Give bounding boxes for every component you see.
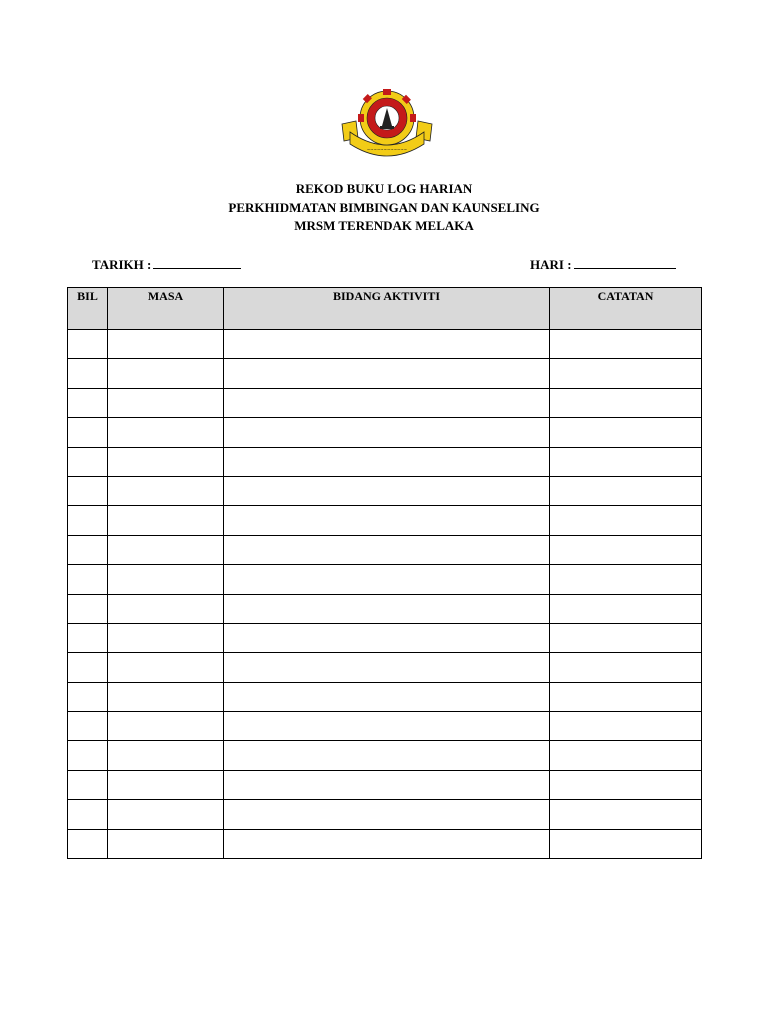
table-row: [68, 565, 702, 594]
cell-bil[interactable]: [68, 330, 108, 359]
cell-catatan[interactable]: [550, 770, 702, 799]
column-header-bidang-aktiviti: BIDANG AKTIVITI: [224, 288, 550, 330]
mrsm-crest-icon: [338, 88, 436, 162]
table-row: [68, 476, 702, 505]
cell-bidang-aktiviti[interactable]: [224, 565, 550, 594]
cell-masa[interactable]: [108, 594, 224, 623]
cell-bidang-aktiviti[interactable]: [224, 330, 550, 359]
cell-catatan[interactable]: [550, 594, 702, 623]
table-row: [68, 653, 702, 682]
cell-catatan[interactable]: [550, 712, 702, 741]
hari-blank-line[interactable]: [574, 256, 676, 269]
cell-bidang-aktiviti[interactable]: [224, 506, 550, 535]
table-row: [68, 623, 702, 652]
table-row: [68, 506, 702, 535]
title-line-1: REKOD BUKU LOG HARIAN: [295, 181, 473, 196]
cell-bil[interactable]: [68, 506, 108, 535]
cell-bil[interactable]: [68, 770, 108, 799]
log-table-body: [68, 330, 702, 859]
table-row: [68, 829, 702, 858]
cell-bidang-aktiviti[interactable]: [224, 535, 550, 564]
cell-bidang-aktiviti[interactable]: [224, 741, 550, 770]
table-row: [68, 535, 702, 564]
column-header-bil: BIL: [68, 288, 108, 330]
table-header-row: [68, 288, 702, 330]
tarikh-field[interactable]: [92, 256, 241, 274]
cell-bidang-aktiviti[interactable]: [224, 418, 550, 447]
cell-bil[interactable]: [68, 359, 108, 388]
cell-masa[interactable]: [108, 388, 224, 417]
cell-bil[interactable]: [68, 653, 108, 682]
cell-catatan[interactable]: [550, 565, 702, 594]
title-line-3: MRSM TERENDAK MELAKA: [294, 218, 474, 233]
cell-bil[interactable]: [68, 682, 108, 711]
cell-masa[interactable]: [108, 800, 224, 829]
cell-masa[interactable]: [108, 741, 224, 770]
cell-masa[interactable]: [108, 359, 224, 388]
cell-bidang-aktiviti[interactable]: [224, 712, 550, 741]
cell-masa[interactable]: [108, 476, 224, 505]
table-row: [68, 418, 702, 447]
log-table: [67, 287, 702, 859]
cell-bidang-aktiviti[interactable]: [224, 623, 550, 652]
cell-bil[interactable]: [68, 829, 108, 858]
cell-bil[interactable]: [68, 535, 108, 564]
table-row: [68, 447, 702, 476]
cell-catatan[interactable]: [550, 506, 702, 535]
column-header-catatan: CATATAN: [550, 288, 702, 330]
cell-bil[interactable]: [68, 712, 108, 741]
cell-catatan[interactable]: [550, 829, 702, 858]
cell-bil[interactable]: [68, 800, 108, 829]
cell-bil[interactable]: [68, 741, 108, 770]
svg-text:~~~~~~~~~~~~: ~~~~~~~~~~~~: [366, 147, 408, 152]
cell-bil[interactable]: [68, 447, 108, 476]
cell-masa[interactable]: [108, 506, 224, 535]
cell-catatan[interactable]: [550, 653, 702, 682]
cell-masa[interactable]: [108, 535, 224, 564]
hari-label: HARI :: [530, 257, 572, 272]
cell-catatan[interactable]: [550, 330, 702, 359]
cell-masa[interactable]: [108, 330, 224, 359]
cell-catatan[interactable]: [550, 476, 702, 505]
table-row: [68, 770, 702, 799]
table-row: [68, 594, 702, 623]
cell-masa[interactable]: [108, 418, 224, 447]
cell-masa[interactable]: [108, 682, 224, 711]
cell-bidang-aktiviti[interactable]: [224, 388, 550, 417]
cell-bil[interactable]: [68, 418, 108, 447]
tarikh-blank-line[interactable]: [153, 256, 241, 269]
cell-masa[interactable]: [108, 653, 224, 682]
cell-catatan[interactable]: [550, 623, 702, 652]
hari-field[interactable]: [530, 256, 676, 274]
cell-catatan[interactable]: [550, 418, 702, 447]
cell-catatan[interactable]: [550, 359, 702, 388]
cell-bidang-aktiviti[interactable]: [224, 594, 550, 623]
table-row: [68, 712, 702, 741]
table-row: [68, 800, 702, 829]
cell-bidang-aktiviti[interactable]: [224, 829, 550, 858]
table-row: [68, 388, 702, 417]
cell-bidang-aktiviti[interactable]: [224, 800, 550, 829]
table-row: [68, 741, 702, 770]
cell-catatan[interactable]: [550, 535, 702, 564]
cell-bil[interactable]: [68, 388, 108, 417]
cell-bidang-aktiviti[interactable]: [224, 447, 550, 476]
cell-masa[interactable]: [108, 770, 224, 799]
cell-bidang-aktiviti[interactable]: [224, 682, 550, 711]
cell-catatan[interactable]: [550, 388, 702, 417]
table-row: [68, 330, 702, 359]
cell-masa[interactable]: [108, 623, 224, 652]
cell-catatan[interactable]: [550, 447, 702, 476]
cell-masa[interactable]: [108, 447, 224, 476]
cell-bil[interactable]: [68, 594, 108, 623]
title-line-2: PERKHIDMATAN BIMBINGAN DAN KAUNSELING: [228, 200, 540, 215]
cell-bil[interactable]: [68, 476, 108, 505]
cell-masa[interactable]: [108, 712, 224, 741]
cell-bidang-aktiviti[interactable]: [224, 770, 550, 799]
cell-catatan[interactable]: [550, 682, 702, 711]
column-header-masa: MASA: [108, 288, 224, 330]
cell-bil[interactable]: [68, 623, 108, 652]
cell-bidang-aktiviti[interactable]: [224, 476, 550, 505]
tarikh-label: TARIKH :: [92, 257, 152, 272]
cell-masa[interactable]: [108, 565, 224, 594]
cell-catatan[interactable]: [550, 800, 702, 829]
cell-masa[interactable]: [108, 829, 224, 858]
cell-catatan[interactable]: [550, 741, 702, 770]
table-row: [68, 682, 702, 711]
cell-bidang-aktiviti[interactable]: [224, 359, 550, 388]
cell-bil[interactable]: [68, 565, 108, 594]
cell-bidang-aktiviti[interactable]: [224, 653, 550, 682]
table-row: [68, 359, 702, 388]
